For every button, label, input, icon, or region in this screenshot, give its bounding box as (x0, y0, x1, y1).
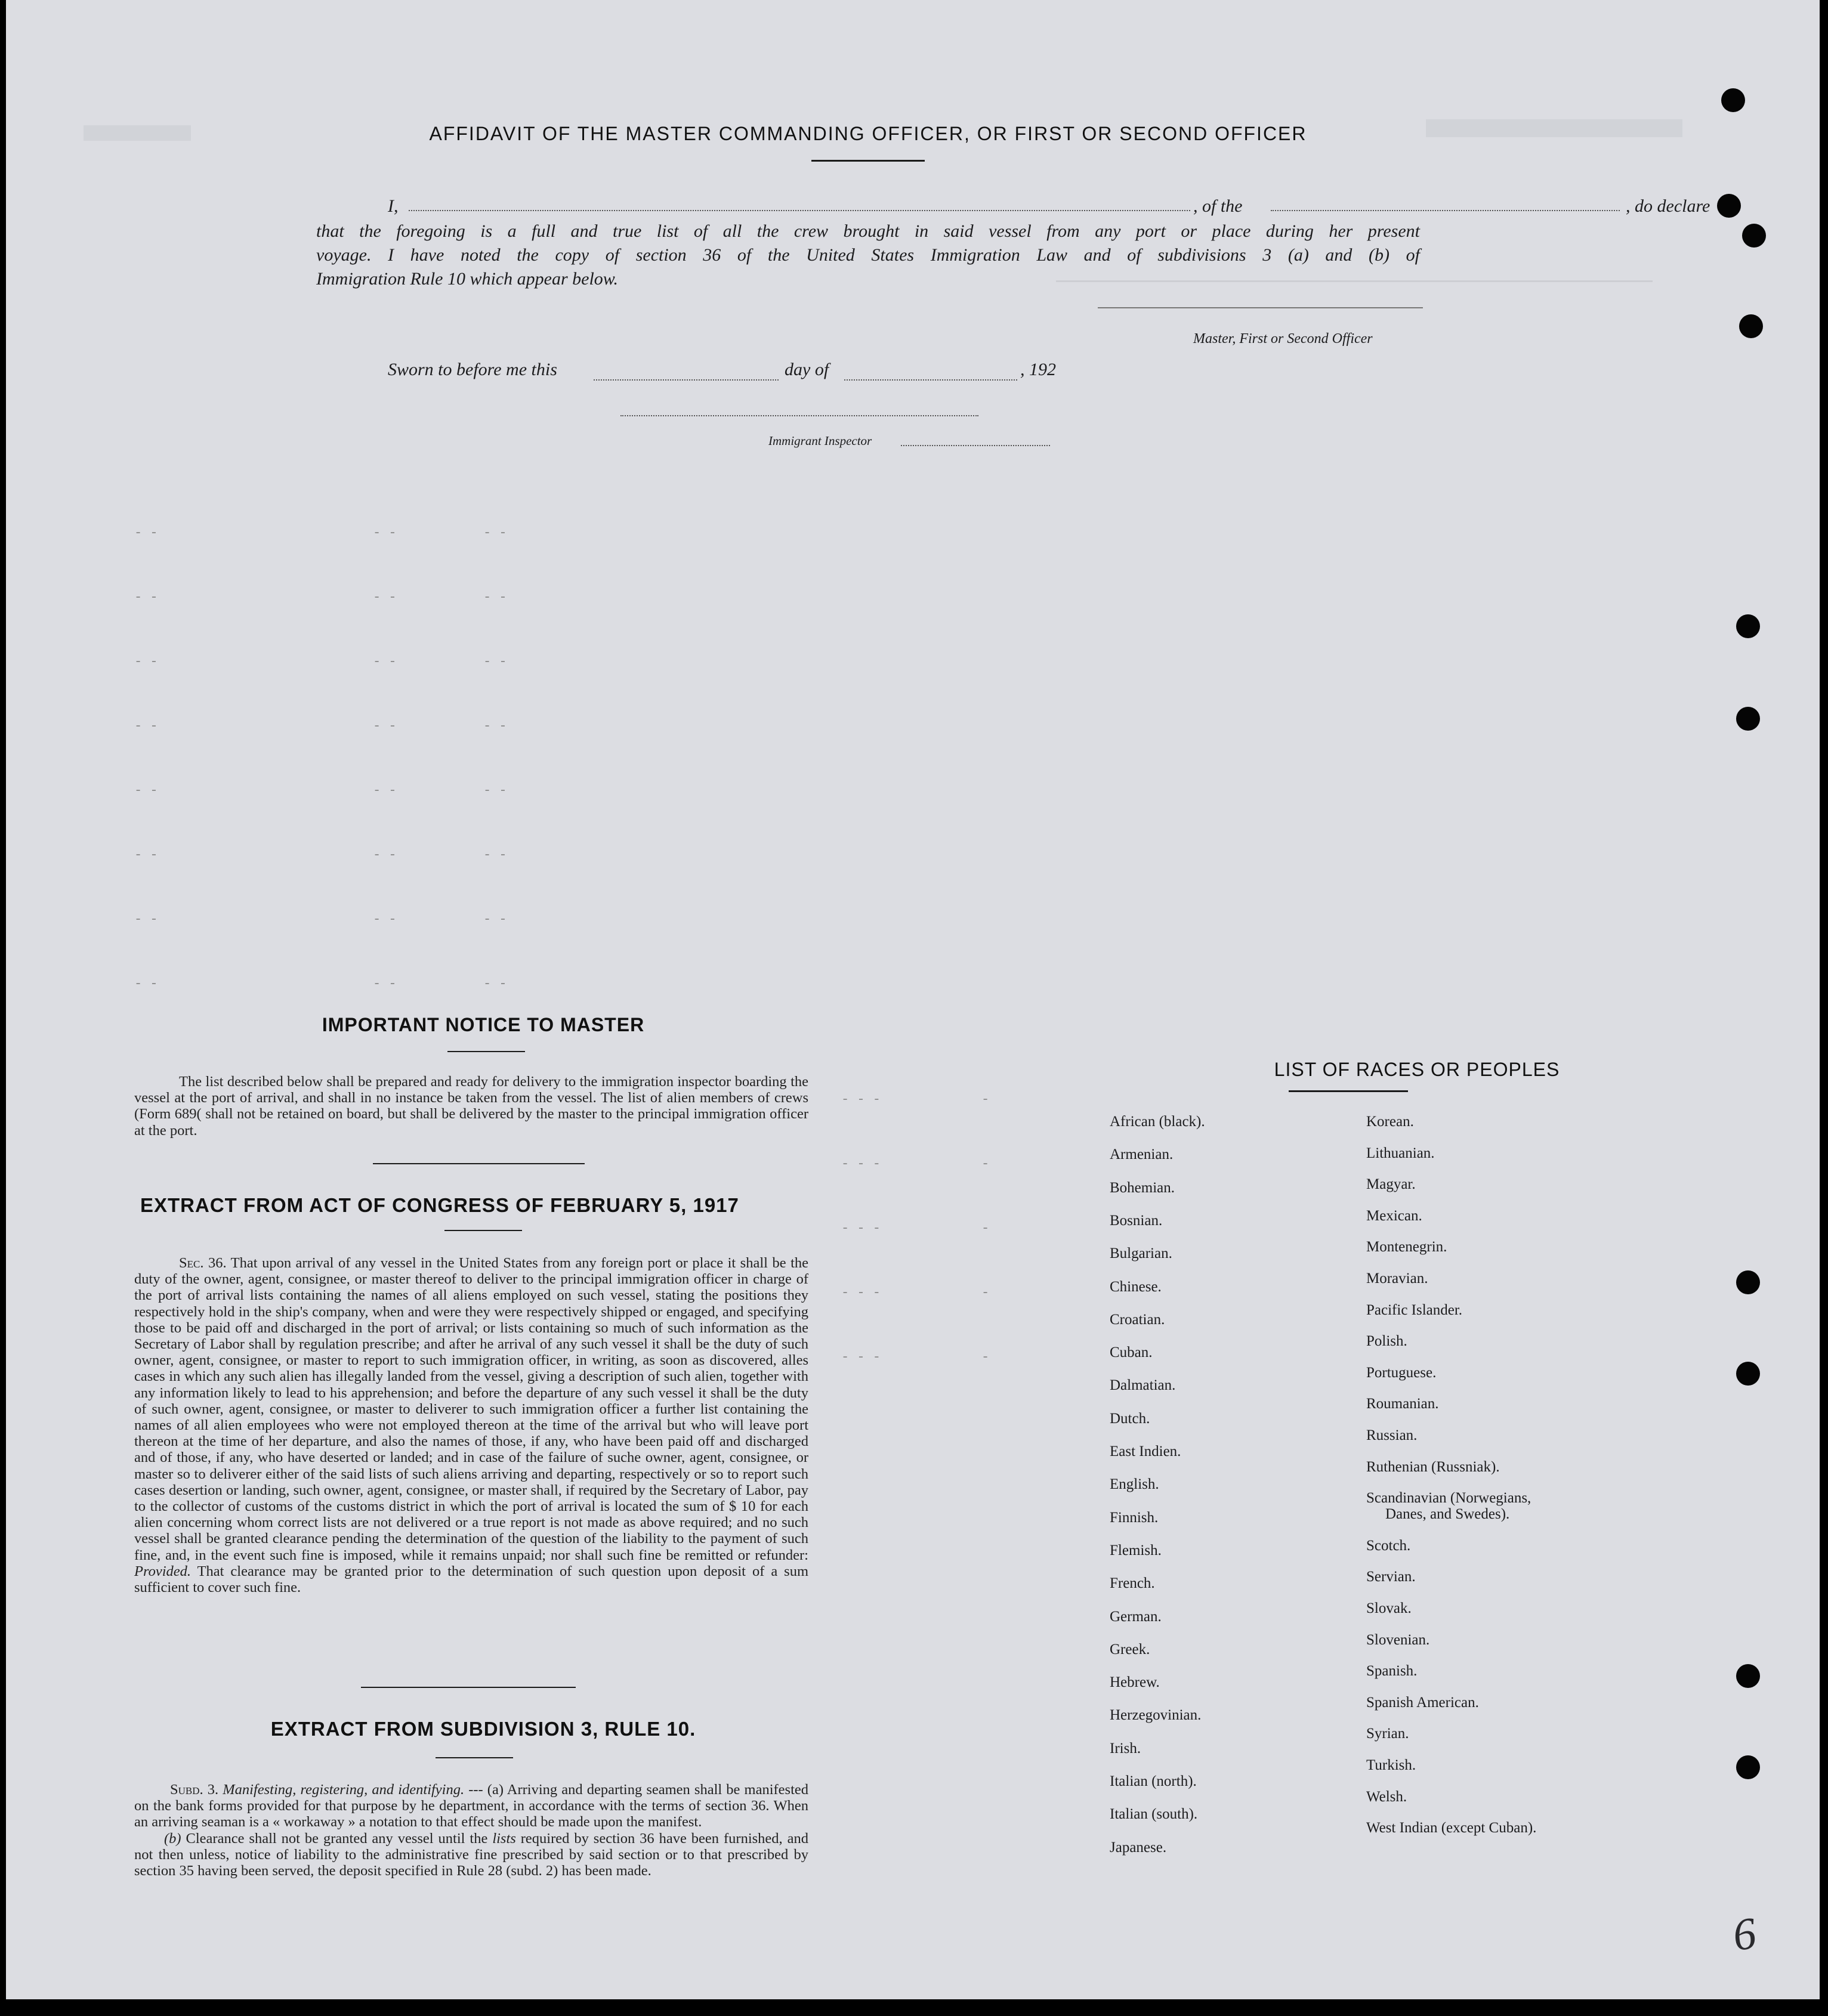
race-item: East Indien. (1110, 1443, 1181, 1460)
document-page: AFFIDAVIT OF THE MASTER COMMANDING OFFICER, OR FIRST OR SECOND OFFICER I, , of the , do declare that the foregoing is a full and true list of all the crew brought in said vessel from any port or place during her present voyage. I have noted the copy of section 36 of the United States Immigration Law and of subdivisions 3 (a) and (b) of Immigration Rule 10 which appear below. Master, First or Second Officer Sworn to before me this day of , 192 Immigrant Inspector - - - - - - - - - - - - - - - - - - - - - - - - - - - - - - - - - - - - - - - - - - - - - - - - - - - - - - - - - - - - - - - - - - - - IMPORTANT NOTICE TO MASTER The list described below shall be prepared and ready for delivery to the immigration inspector boarding the vessel at the port of arrival, and shall in no instance be taken from the vessel. The list of alien members of crews (Form 689( shall not be retained on board, but shall be delivered by the master to the principal immigration officer at the port. EXTRACT FROM ACT OF CONGRESS OF FEBRUARY 5, 1917 Sec. 36. That upon arrival of any vessel in the United States from any foreign port or place it shall be the duty of the owner, agent, consignee, or master thereof to deliver to the principal immigration officer in charge of the port of arrival lists containing the names of all aliens employed on such vessel, stating the positions they respectively hold in the ship's company, when and were they were respectively shipped or engaged, and specifying those to be paid off and discharged in the port of arrival; or lists containing so much of such information as the Secretary of Labor shall by regulation prescribe; and after he arrival of any such vessel it shall be the duty of such owner, agent, consignee, or master to report to such immigration officer, in writing, as soon as discovered, alles cases in which any such alien has illegally landed from the vessel, giving a description of such alien, together with any information likely to lead to his apprehension; and before the departure of any such vessel it shall be the duty of such owner, agent, consignee, or master to deliverer to such immigration officer a further list containing the names of all alien employees who were not employed thereon at the time of the arrival but who will leave port thereon at the time of her departure, and also the names of those, if any, who have been paid off and discharged and of those, if any, who have deserted or landed; and in case of the failure of suche owner, agent, consignee, or master so to deliverer either of the said lists of such aliens arriving and departing, respectively or so to report such cases desertion or landing, such owner, agent, consignee, or master shall, if required by the Secretary of Labor, pay to the collector of customs of the customs district in which the port of arrival is located the sum of $ 10 for each alien concerning whom correct lists are not delivered or a true report is not made as above required; and no such vessel shall be granted clearance pending the determination of the question of the liability to the payment of such fine, and, in the event such fine is imposed, while it remains unpaid; nor shall such fine be remitted or refunder: Provided. That clearance may be granted prior to the determination of such question upon deposit of a sum sufficient to cover such fine. EXTRACT FROM SUBDIVISION 3, RULE 10. Subd. 3. Manifesting, registering, and identifying. --- (a) Arriving and departing seamen shall be manifested on the bank forms provided for that purpose by he department, in accordance with the terms of section 36. When an arriving seaman is a « workaway » a notation to that effect should be made upon the manifest. (b) Clearance shall not be granted any vessel until the lists required by section 36 have been furnished, and not then unless, notice of liability to the administrative fine prescribed by said section or to that prescribed by section 35 having been served, the deposit specified in Rule 28 (subd. 2) has been made. LIST OF RACES OR PEOPLES African (black). Armenian. Bohemian. Bosnian. Bulgarian. Chinese. Croatian. Cuban. Dalmatian. Dutch. East Indien. English. Finnish. Flemish. French. German. Greek. Hebrew. Herzegovinian. Irish. Italian (north). Italian (south). Japanese. Korean. Lithuanian. Magyar. Mexican. Montenegrin. Moravian. Pacific Islander. Polish. Portuguese. Roumanian. Russian. Ruthenian (Russniak). Scandinavian (Norwegians, Danes, and Swedes). Scotch. Servian. Slovak. Slovenian. Spanish. Spanish American. Syrian. Turkish. Welsh. West Indian (except Cuban). 6 (6, 0, 1820, 1999)
act-rule (444, 1230, 522, 1231)
affidavit-text-line: that the foregoing is a full and true list of all the crew brought in said vessel from any port or place during her present (316, 221, 1420, 241)
title-rule (811, 160, 925, 162)
inspector-label: Immigrant Inspector (768, 434, 872, 448)
bleed-through-dashes: - - - - - - - - - - - - - - - - (483, 525, 507, 991)
punch-hole (1736, 1755, 1760, 1779)
race-item: Scandinavian (Norwegians, (1366, 1490, 1531, 1507)
sworn-label: Sworn to before me this (388, 360, 557, 379)
race-item: Scotch. (1366, 1537, 1411, 1554)
bleed-through-dashes: - - - - - (981, 1092, 990, 1365)
punch-hole (1739, 314, 1763, 338)
bleed-through-mark (1426, 119, 1682, 137)
race-item: Italian (south). (1110, 1806, 1198, 1823)
section-36-text-end: That clearance may be granted prior to the determination of such question upon deposit of a sum sufficient to cover such fine. (134, 1563, 809, 1596)
race-item: Welsh. (1366, 1788, 1407, 1805)
act-divider (361, 1687, 576, 1688)
bleed-through-mark (84, 125, 191, 141)
bleed-through-dashes: - - - - - - - - - - - - - - - (841, 1092, 881, 1365)
act-extract-title: EXTRACT FROM ACT OF CONGRESS OF FEBRUARY 5, 1917 (140, 1194, 739, 1216)
bleed-through-dashes: - - - - - - - - - - - - - - - - (134, 525, 158, 991)
section-label: Sec. 36. (179, 1255, 227, 1271)
race-item: French. (1110, 1575, 1155, 1592)
punch-hole (1736, 1362, 1760, 1386)
race-item: Pacific Islander. (1366, 1301, 1463, 1318)
name-blank[interactable] (409, 210, 1190, 211)
race-item: Herzegovinian. (1110, 1707, 1202, 1724)
punch-hole (1721, 88, 1745, 112)
race-item: Mexican. (1366, 1207, 1422, 1224)
affidavit-title: AFFIDAVIT OF THE MASTER COMMANDING OFFICER, OR FIRST OR SECOND OFFICER (429, 123, 1307, 144)
race-item: Flemish. (1110, 1542, 1162, 1559)
sworn-day-blank[interactable] (594, 379, 779, 381)
notice-title: IMPORTANT NOTICE TO MASTER (322, 1014, 645, 1035)
race-item: Dutch. (1110, 1410, 1150, 1427)
inspector-signature-blank[interactable] (620, 415, 978, 416)
punch-hole (1742, 224, 1766, 248)
punch-hole (1736, 1664, 1760, 1688)
notice-text: The list described below shall be prepared and ready for delivery to the immigration inspector boarding the vessel at the port of arrival, and shall in no instance be taken from the vessel. The list of alien members of crews (Form 689( shall not be retained on board, but shall be delivered by the master to the principal immigration officer at the port. (134, 1074, 808, 1139)
punch-hole (1736, 1270, 1760, 1294)
race-item: Spanish American. (1366, 1694, 1479, 1711)
race-item: Dalmatian. (1110, 1377, 1176, 1394)
race-item: Spanish. (1366, 1663, 1418, 1680)
clause-b-label: (b) (164, 1830, 181, 1847)
subdivision-label: Subd. 3. (170, 1782, 219, 1798)
punch-hole (1736, 707, 1760, 731)
affidavit-text-line: voyage. I have noted the copy of section 36 of the United States Immigration Law and of subdivisions 3 (a) and (b) of (316, 245, 1420, 265)
race-item: Japanese. (1110, 1839, 1167, 1856)
signature-label: Master, First or Second Officer (1193, 331, 1373, 347)
race-item: Polish. (1366, 1333, 1407, 1350)
affidavit-text-line: Immigration Rule 10 which appear below. (316, 269, 619, 289)
race-item: Italian (north). (1110, 1773, 1197, 1789)
race-item: Bosnian. (1110, 1212, 1163, 1229)
race-item: Ruthenian (Russniak). (1366, 1458, 1500, 1475)
races-title: LIST OF RACES OR PEOPLES (1274, 1059, 1560, 1080)
clause-a-label: --- (a) (468, 1782, 504, 1798)
race-item: German. (1110, 1608, 1162, 1625)
provided-word: Provided. (134, 1563, 192, 1579)
subdivision-heading: Manifesting, registering, and identifying. (223, 1782, 465, 1798)
bleed-through-dashes: - - - - - - - - - - - - - - - - (373, 525, 397, 991)
punch-hole (1736, 614, 1760, 638)
race-item: Armenian. (1110, 1146, 1174, 1163)
sworn-day-label: day of (785, 360, 829, 379)
race-item: Cuban. (1110, 1344, 1153, 1361)
race-item: Bohemian. (1110, 1179, 1175, 1196)
race-item: Hebrew. (1110, 1674, 1160, 1691)
race-item: Danes, and Swedes). (1385, 1506, 1510, 1523)
inspector-blank[interactable] (901, 445, 1050, 446)
clause-b-lists-word: lists (492, 1830, 516, 1847)
vessel-blank[interactable] (1271, 210, 1620, 211)
race-item: Turkish. (1366, 1757, 1416, 1773)
race-item: Bulgarian. (1110, 1245, 1172, 1262)
race-item: Syrian. (1366, 1726, 1409, 1742)
section-36-text: That upon arrival of any vessel in the United States from any foreign port or place it shall be the duty of the owner, agent, consignee, or master thereof to deliver to the principal immigration officer in charge of the port of arrival lists containing the names of all aliens employed on such vessel, stating the positions they respectively hold in the ship's company, when and were they were respectively shipped or engaged, and specifying those to be paid off and discharged in the port of arrival; or lists containing so much of such information as the Secretary of Labor shall by regulation prescribe; and after he arrival of any such vessel it shall be the duty of such owner, agent, consignee, or master to report to such immigration officer, in writing, as soon as discovered, alles cases in which any such alien has illegally landed from the vessel, giving a description of such alien, together with any information likely to lead to his apprehension; and before the departure of any such vessel it shall be the duty of such owner, agent, consignee, or master to deliverer to such immigration officer a further list containing the names of all alien employees who were not employed thereon at the time of the arrival but who will leave port thereon at the time of her departure, and also the names of those, if any, who have been paid off and discharged and of those, if any, who have deserted or landed; and in case of the failure of suche owner, agent, consignee, or master so to deliverer either of the said lists of such aliens arriving and departing, respectively or so to report such cases desertion or landing, such owner, agent, consignee, or master shall, if required by the Secretary of Labor, pay to the collector of customs of the customs district in which the port of arrival is located the sum of $ 10 for each alien concerning whom correct lists are not delivered or a true report is not made as above required; and no such vessel shall be granted clearance pending the determination of the question of the liability to the payment of such fine, and, in the event such fine is imposed, while it remains unpaid; nor shall such fine be remitted or refunder: (134, 1255, 809, 1563)
race-item: Croatian. (1110, 1311, 1165, 1328)
race-item: Magyar. (1366, 1176, 1416, 1193)
race-item: Finnish. (1110, 1509, 1159, 1526)
rule-extract-title: EXTRACT FROM SUBDIVISION 3, RULE 10. (270, 1718, 696, 1740)
clause-a-text: Arriving and departing seamen shall be manifested on the bank forms provided for that purpose by he department, in accordance with the terms of section 36. When an arriving seaman is a « workaway » a notation to that effect should be made upon the manifest. (134, 1782, 808, 1831)
clause-b-text-end: required by section 36 have been furnished, and not then unless, notice of liability to the administrative fine prescribed by said section or to that prescribed by section 35 having been served, the deposit specified in Rule 28 (subd. 2) has been made. (134, 1830, 808, 1879)
race-item: West Indian (except Cuban). (1366, 1820, 1537, 1836)
notice-rule (447, 1051, 525, 1052)
rule-rule (436, 1757, 513, 1758)
signature-blank[interactable] (1098, 307, 1423, 308)
race-item: Portuguese. (1366, 1364, 1437, 1381)
race-item: African (black). (1110, 1114, 1205, 1130)
punch-hole (1717, 194, 1741, 218)
clause-b-text: Clearance shall not be granted any vessel until the (186, 1830, 488, 1847)
handwritten-mark: 6 (1730, 1907, 1759, 1961)
race-item: Roumanian. (1366, 1396, 1439, 1412)
sworn-month-blank[interactable] (844, 379, 1017, 381)
race-item: Lithuanian. (1366, 1145, 1435, 1161)
rule-extract-text (134, 1782, 808, 1879)
race-item: Chinese. (1110, 1278, 1162, 1295)
race-item: Slovak. (1366, 1600, 1412, 1616)
notice-divider (373, 1163, 585, 1164)
race-item: Servian. (1366, 1569, 1416, 1585)
sworn-year-label: , 192 (1020, 360, 1056, 379)
race-item: Greek. (1110, 1641, 1150, 1658)
act-extract-text (134, 1255, 808, 1596)
race-item: English. (1110, 1476, 1159, 1493)
race-item: Montenegrin. (1366, 1239, 1447, 1256)
race-item: Korean. (1366, 1114, 1414, 1130)
race-item: Moravian. (1366, 1270, 1428, 1287)
race-item: Russian. (1366, 1427, 1418, 1443)
races-rule (1289, 1090, 1408, 1092)
race-item: Irish. (1110, 1740, 1141, 1757)
race-item: Slovenian. (1366, 1631, 1430, 1648)
